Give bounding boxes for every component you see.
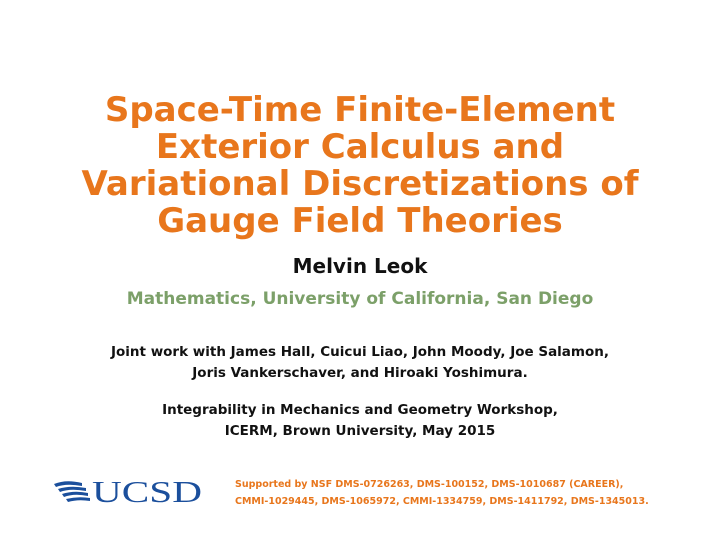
ucsd-logo: [52, 475, 204, 505]
venue-line: ICERM, Brown University, May 2015: [224, 423, 496, 439]
ucsd-trident-icon: [54, 481, 90, 502]
funding-acknowledgement: [235, 476, 705, 510]
coauthors-line: Joris Vankerschaver, and Hiroaki Yoshimura.: [192, 365, 528, 381]
logo-text: UCSD: [92, 475, 202, 505]
title-line: Gauge Field Theories: [157, 201, 563, 241]
author-name: Melvin Leok: [292, 254, 428, 278]
title-line: Space-Time Finite-Element: [104, 90, 616, 130]
funding-line: CMMI-1029445, DMS-1065972, CMMI-1334759, DMS-1411792, DMS-1345013.: [235, 496, 649, 507]
venue: [0, 400, 720, 442]
coauthors-line: Joint work with James Hall, Cuicui Liao, John Moody, Joe Salamon,: [111, 344, 609, 360]
coauthors: [0, 342, 720, 384]
title-line: Variational Discretizations of: [81, 164, 639, 204]
funding-line: Supported by NSF DMS-0726263, DMS-100152, DMS-1010687 (CAREER),: [235, 479, 624, 490]
affiliation: Mathematics, University of California, San Diego: [126, 289, 594, 309]
title-line: Exterior Calculus and: [155, 127, 565, 167]
presentation-title: [0, 92, 720, 240]
venue-line: Integrability in Mechanics and Geometry Workshop,: [162, 402, 558, 418]
